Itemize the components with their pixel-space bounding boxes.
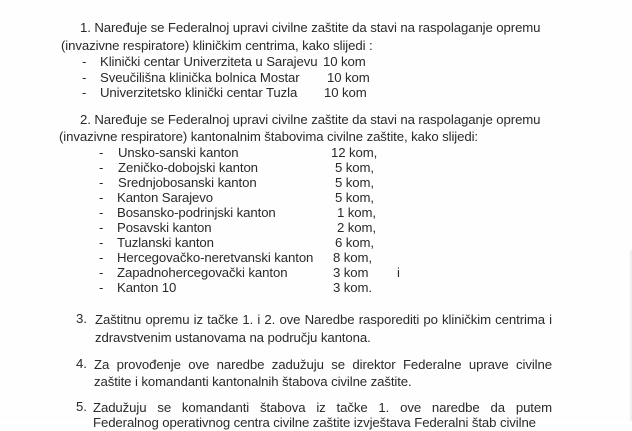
list-item-qty: 2 kom, — [337, 220, 376, 235]
list-item-name: Univerzitetsko klinički centar Tuzla — [100, 85, 298, 100]
list-dash: - — [99, 235, 104, 250]
list-item-name: Hercegovačko-neretvanski kanton — [117, 250, 314, 265]
list-item-name: Sveučilišna klinička bolnica Mostar — [100, 70, 300, 85]
item5-line1: Zadužuju se komandanti štabova iz tačke 1. ove naredbe da putem — [93, 400, 552, 415]
item2-line2: (invazivne respiratore) kantonalnim štabovima civilne zaštite, kako slijedi: — [59, 129, 478, 144]
list-item-name: Zeničko-dobojski kanton — [118, 160, 258, 175]
item5-number: 5. — [76, 399, 87, 414]
item3-line1: Zaštitnu opremu iz tačke 1. i 2. ove Naredbe rasporediti po kliničkim centrima i — [95, 312, 552, 327]
list-dash: - — [99, 265, 104, 280]
item5-line2: Federalnog operativnog centra civilne zaštite izvještava Federalni štab civilne — [93, 415, 536, 430]
list-item-name: Kanton 10 — [117, 280, 177, 295]
item4-number: 4. — [76, 356, 87, 371]
list-item-qty: 10 kom — [323, 54, 366, 69]
list-dash: - — [99, 205, 104, 220]
list-dash: - — [99, 190, 104, 205]
conjunction-text: i — [397, 265, 400, 280]
list-item-qty: 10 kom — [324, 85, 367, 100]
list-item-qty: 12 kom, — [331, 145, 378, 160]
list-item-qty: 5 kom, — [335, 175, 374, 190]
list-item-name: Kanton Sarajevo — [117, 190, 214, 205]
list-item-qty: 5 kom, — [335, 160, 374, 175]
item1-line2: (invazivne respiratore) kliničkim centrima, kako slijedi : — [61, 38, 373, 53]
item3-number: 3. — [76, 311, 87, 326]
list-item-qty: 6 kom, — [335, 235, 374, 250]
list-dash: - — [82, 70, 87, 85]
list-dash: - — [99, 160, 104, 175]
list-dash: - — [99, 145, 104, 160]
list-item-name: Tuzlanski kanton — [117, 235, 214, 250]
list-dash: - — [99, 175, 104, 190]
list-item-name: Posavski kanton — [117, 220, 212, 235]
list-dash: - — [99, 250, 104, 265]
item1-line1: 1. Naređuje se Federalnoj upravi civilne zaštite da stavi na raspolaganje opremu — [80, 20, 541, 35]
list-item-qty: 8 kom, — [333, 250, 372, 265]
item4-line2: zaštite i komandanti kantonalnih štabova civilne zaštite. — [94, 374, 412, 389]
list-item-name: Srednjobosanski kanton — [118, 175, 257, 190]
item4-line1: Za provođenje ove naredbe zadužuju se direktor Federalne uprave civilne — [94, 357, 552, 372]
list-item-name: Unsko-sanski kanton — [118, 145, 239, 160]
list-dash: - — [82, 54, 87, 69]
list-item-name: Zapadnohercegovački kanton — [117, 265, 288, 280]
list-item-qty: 3 kom. — [333, 280, 372, 295]
list-item-qty: 1 kom, — [337, 205, 376, 220]
list-dash: - — [99, 220, 104, 235]
list-item-qty: 3 kom — [333, 265, 369, 280]
list-item-name: Klinički centar Univerziteta u Sarajevu — [100, 54, 318, 69]
list-item-qty: 10 kom — [327, 70, 370, 85]
list-item-qty: 5 kom, — [335, 190, 374, 205]
item3-line2: zdravstvenim ustanovama na području kantona. — [95, 330, 371, 345]
list-item-name: Bosansko-podrinjski kanton — [117, 205, 276, 220]
list-dash: - — [99, 280, 104, 295]
list-dash: - — [82, 85, 87, 100]
item2-line1: 2. Naređuje se Federalnoj upravi civilne zaštite da stavi na raspolaganje opremu — [80, 112, 541, 127]
